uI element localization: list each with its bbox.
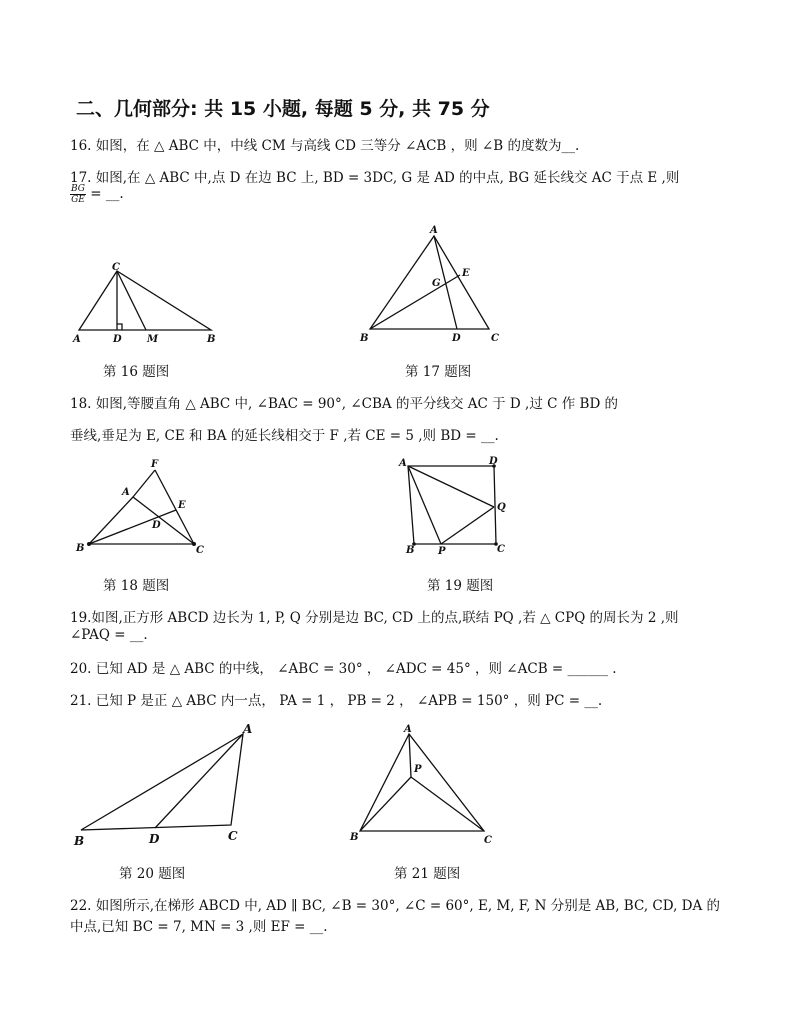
fig21-label-c: C <box>484 835 492 846</box>
question-19-line2: ∠PAQ = __. <box>70 627 148 643</box>
fig16-label-a: A <box>73 334 81 345</box>
caption-fig19: 第 19 题图 <box>427 578 494 594</box>
fig19-label-q: Q <box>497 502 506 513</box>
fig21-label-a: A <box>404 724 412 735</box>
fig20-label-c: C <box>228 829 238 843</box>
fig18-label-d: D <box>152 520 161 531</box>
fig19-label-b: B <box>406 545 415 556</box>
question-20: 20. 已知 AD 是 △ ABC 的中线， ∠ABC = 30° ， ∠ADC = 45° ，则 ∠ACB = ______ . <box>70 661 617 677</box>
fig18-label-a: A <box>122 487 130 498</box>
fig17-label-b: B <box>360 333 369 344</box>
fig20-label-d: D <box>149 832 160 846</box>
fig19-label-a: A <box>399 458 407 469</box>
fig21-pc <box>411 777 484 831</box>
caption-fig16: 第 16 题图 <box>103 364 170 380</box>
question-18-line1: 18. 如图,等腰直角 △ ABC 中, ∠BAC = 90°, ∠CBA 的平分线交 AC 于 D ,过 C 作 BD 的 <box>70 396 619 412</box>
caption-fig20: 第 20 题图 <box>119 866 186 882</box>
fig21-label-p: P <box>414 764 422 775</box>
question-17-tail: = __. <box>90 186 124 202</box>
fig17-label-g: G <box>432 278 441 289</box>
fig18-label-c: C <box>196 545 204 556</box>
question-21: 21. 已知 P 是正 △ ABC 内一点， PA = 1 ， PB = 2 ， ∠APB = 150° ，则 PC = __. <box>70 693 603 709</box>
fig17-label-e: E <box>462 268 470 279</box>
fig16-label-d: D <box>113 334 122 345</box>
fraction-numerator: BG <box>71 184 85 194</box>
fig17-label-c: C <box>491 333 499 344</box>
question-18-line2: 垂线,垂足为 E, CE 和 BA 的延长线相交于 F ,若 CE = 5 ,则 BD = __. <box>70 428 499 444</box>
fig19-label-d: D <box>489 456 498 467</box>
fig20-label-b: B <box>74 834 85 848</box>
fraction-denominator: GE <box>71 195 85 205</box>
question-19-line1: 19.如图,正方形 ABCD 边长为 1, P, Q 分别是边 BC, CD 上的点,联结 PQ ,若 △ CPQ 的周长为 2 ,则 <box>70 610 679 626</box>
fig16-label-b: B <box>207 334 216 345</box>
section-heading: 二、几何部分: 共 15 小题, 每题 5 分, 共 75 分 <box>76 98 490 120</box>
fig19-label-c: C <box>497 544 505 555</box>
fig18-label-b: B <box>76 543 85 554</box>
question-22-line1: 22. 如图所示,在梯形 ABCD 中, AD ∥ BC, ∠B = 30°, ∠C = 60°, E, M, F, N 分别是 AB, BC, CD, DA 的 <box>70 898 721 914</box>
caption-fig21: 第 21 题图 <box>394 866 461 882</box>
question-17-line1: 17. 如图,在 △ ABC 中,点 D 在边 BC 上, BD = 3DC, G 是 AD 的中点, BG 延长线交 AC 于点 E ,则 <box>70 170 680 186</box>
fig16-label-m: M <box>147 334 159 345</box>
fig21-pb <box>360 777 411 831</box>
fig16-label-c: C <box>112 262 120 273</box>
fig19-label-p: P <box>438 546 446 557</box>
question-16: 16. 如图，在 △ ABC 中，中线 CM 与高线 CD 三等分 ∠ACB ，则 ∠B 的度数为__. <box>70 138 580 154</box>
caption-fig17: 第 17 题图 <box>405 364 472 380</box>
fig18-label-f: F <box>151 459 159 470</box>
fig17-label-d: D <box>452 333 461 344</box>
fig21-label-b: B <box>350 832 359 843</box>
fig17-label-a: A <box>430 225 438 236</box>
fig20-label-a: A <box>243 722 253 736</box>
fig18-label-e: E <box>178 500 186 511</box>
question-22-line2: 中点,已知 BC = 7, MN = 3 ,则 EF = __. <box>70 919 328 935</box>
caption-fig18: 第 18 题图 <box>103 578 170 594</box>
fig21-pa <box>409 734 411 777</box>
